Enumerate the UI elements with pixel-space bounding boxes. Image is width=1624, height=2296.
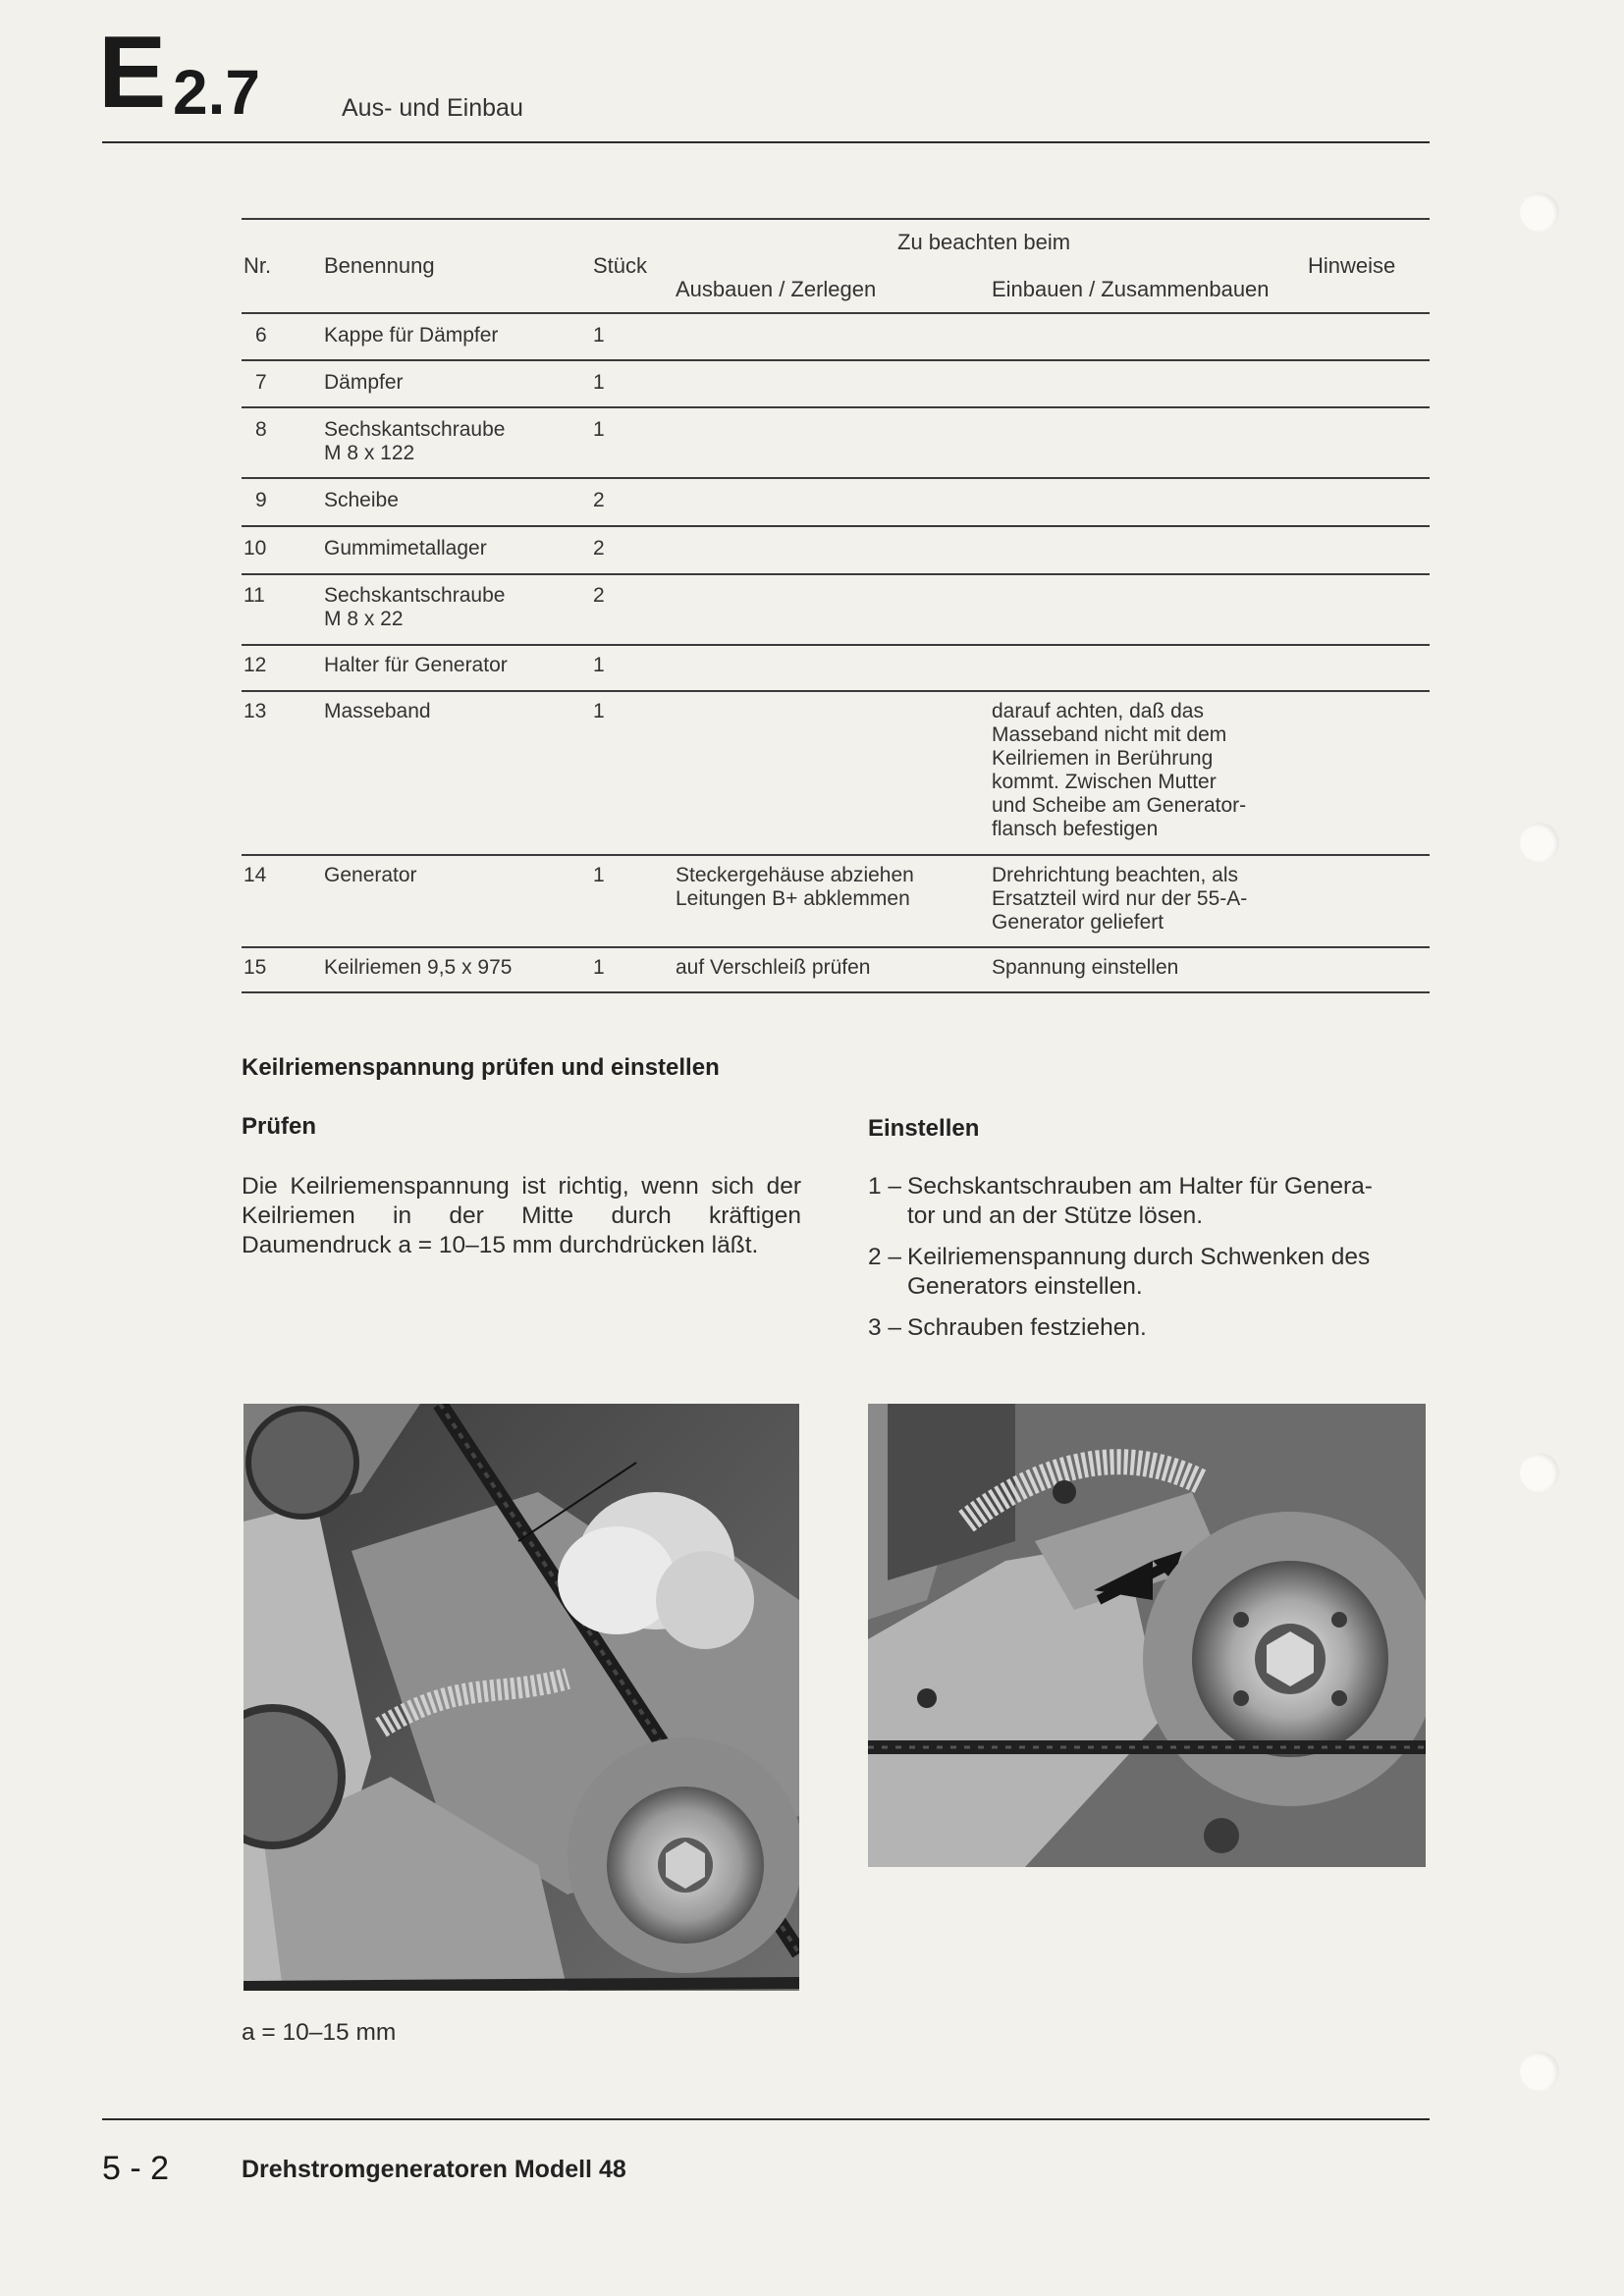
- row-name: Sechskantschraube: [324, 584, 506, 607]
- row-qty: 1: [593, 700, 605, 722]
- header-rule: [102, 141, 1430, 143]
- table-top-rule: [242, 218, 1430, 220]
- row-rule: [242, 573, 1430, 575]
- punch-hole: [1520, 1453, 1559, 1492]
- step-item: [868, 1313, 1430, 1343]
- row-qty: 2: [593, 584, 605, 607]
- row-rule: [242, 690, 1430, 692]
- col-header-benennung: Benennung: [324, 253, 435, 278]
- row-rule: [242, 359, 1430, 361]
- row-einbauen: darauf achten, daß das: [992, 700, 1204, 722]
- punch-hole: [1520, 823, 1559, 862]
- photo-belt-adjust: [868, 1404, 1426, 1867]
- row-nr: 10: [244, 537, 267, 560]
- row-name: Keilriemen 9,5 x 975: [324, 956, 513, 979]
- footer-rule: [102, 2118, 1430, 2120]
- pruefen-heading: Prüfen: [242, 1113, 317, 1140]
- row-rule: [242, 946, 1430, 948]
- col-header-stueck: Stück: [593, 253, 648, 278]
- section-heading: Keilriemenspannung prüfen und einstellen: [242, 1054, 720, 1081]
- row-einbauen: Keilriemen in Berührung: [992, 747, 1214, 770]
- table-header-rule: [242, 312, 1430, 314]
- row-einbauen: Ersatzteil wird nur der 55-A-: [992, 887, 1248, 910]
- step-item: [868, 1243, 1430, 1302]
- row-name: Generator: [324, 864, 417, 886]
- row-rule: [242, 644, 1430, 646]
- row-rule: [242, 525, 1430, 527]
- photo-belt-check: [244, 1404, 799, 1991]
- col-header-zu-beachten: Zu beachten beim: [897, 230, 1071, 254]
- row-qty: 1: [593, 654, 605, 676]
- page-number: 5 - 2: [102, 2150, 170, 2187]
- col-header-einbauen: Einbauen / Zusammenbauen: [992, 277, 1270, 301]
- punch-hole: [1520, 192, 1559, 232]
- step-item: [868, 1172, 1430, 1231]
- row-qty: 2: [593, 489, 605, 511]
- row-einbauen: flansch befestigen: [992, 818, 1159, 840]
- row-qty: 1: [593, 956, 605, 979]
- row-rule: [242, 406, 1430, 408]
- step-text: Sechskantschrauben am Halter für Genera-: [907, 1173, 1373, 1200]
- col-header-hinweise: Hinweise: [1308, 253, 1396, 278]
- figure-caption: a = 10–15 mm: [242, 2019, 397, 2046]
- section-number: 2.7: [173, 57, 260, 128]
- row-ausbauen: auf Verschleiß prüfen: [676, 956, 871, 979]
- row-einbauen: Spannung einstellen: [992, 956, 1179, 979]
- row-nr: 11: [244, 584, 265, 607]
- row-rule: [242, 477, 1430, 479]
- row-nr: 6: [255, 324, 267, 347]
- col-header-ausbauen: Ausbauen / Zerlegen: [676, 277, 877, 301]
- einstellen-heading: Einstellen: [868, 1115, 980, 1142]
- row-name: Sechskantschraube: [324, 418, 506, 441]
- step-number: 1 –: [868, 1173, 902, 1200]
- row-einbauen: Masseband nicht mit dem: [992, 723, 1227, 746]
- section-letter: E: [98, 16, 165, 130]
- table-bottom-rule: [242, 991, 1430, 993]
- row-ausbauen: Steckergehäuse abziehen: [676, 864, 914, 886]
- step-text: Schrauben festziehen.: [907, 1314, 1147, 1341]
- row-nr: 8: [255, 418, 267, 441]
- row-name: Scheibe: [324, 489, 399, 511]
- row-einbauen: Drehrichtung beachten, als: [992, 864, 1238, 886]
- row-qty: 1: [593, 418, 605, 441]
- row-einbauen: Generator geliefert: [992, 911, 1164, 934]
- footer-title: Drehstromgeneratoren Modell 48: [242, 2156, 626, 2183]
- row-nr: 13: [244, 700, 267, 722]
- step-number: 3 –: [868, 1314, 902, 1341]
- row-ausbauen: Leitungen B+ abklemmen: [676, 887, 910, 910]
- step-text: Keilriemenspannung durch Schwenken des: [907, 1244, 1371, 1270]
- row-qty: 1: [593, 324, 605, 347]
- pruefen-text: Die Keilriemenspannung ist richtig, wenn sich der Keilriemen in der Mitte durch kräftigen Daumendruck a = 10–15 mm durchdrücken läßt.: [242, 1173, 801, 1258]
- row-qty: 1: [593, 864, 605, 886]
- row-einbauen: kommt. Zwischen Mutter: [992, 771, 1217, 793]
- row-einbauen: und Scheibe am Generator-: [992, 794, 1247, 817]
- row-nr: 9: [255, 489, 267, 511]
- col-header-nr: Nr.: [244, 253, 272, 278]
- row-qty: 2: [593, 537, 605, 560]
- row-name: Gummimetallager: [324, 537, 487, 560]
- row-nr: 7: [255, 371, 267, 394]
- row-qty: 1: [593, 371, 605, 394]
- punch-hole: [1520, 2052, 1559, 2091]
- step-text: tor und an der Stütze lösen.: [907, 1202, 1203, 1229]
- row-name-line2: M 8 x 22: [324, 608, 404, 630]
- section-title: Aus- und Einbau: [342, 94, 523, 122]
- row-name: Dämpfer: [324, 371, 404, 394]
- row-name: Halter für Generator: [324, 654, 508, 676]
- row-nr: 15: [244, 956, 267, 979]
- step-number: 2 –: [868, 1244, 902, 1270]
- row-nr: 12: [244, 654, 267, 676]
- row-name: Kappe für Dämpfer: [324, 324, 499, 347]
- row-name: Masseband: [324, 700, 431, 722]
- step-text: Generators einstellen.: [907, 1273, 1143, 1300]
- row-nr: 14: [244, 864, 267, 886]
- row-name-line2: M 8 x 122: [324, 442, 415, 464]
- row-rule: [242, 854, 1430, 856]
